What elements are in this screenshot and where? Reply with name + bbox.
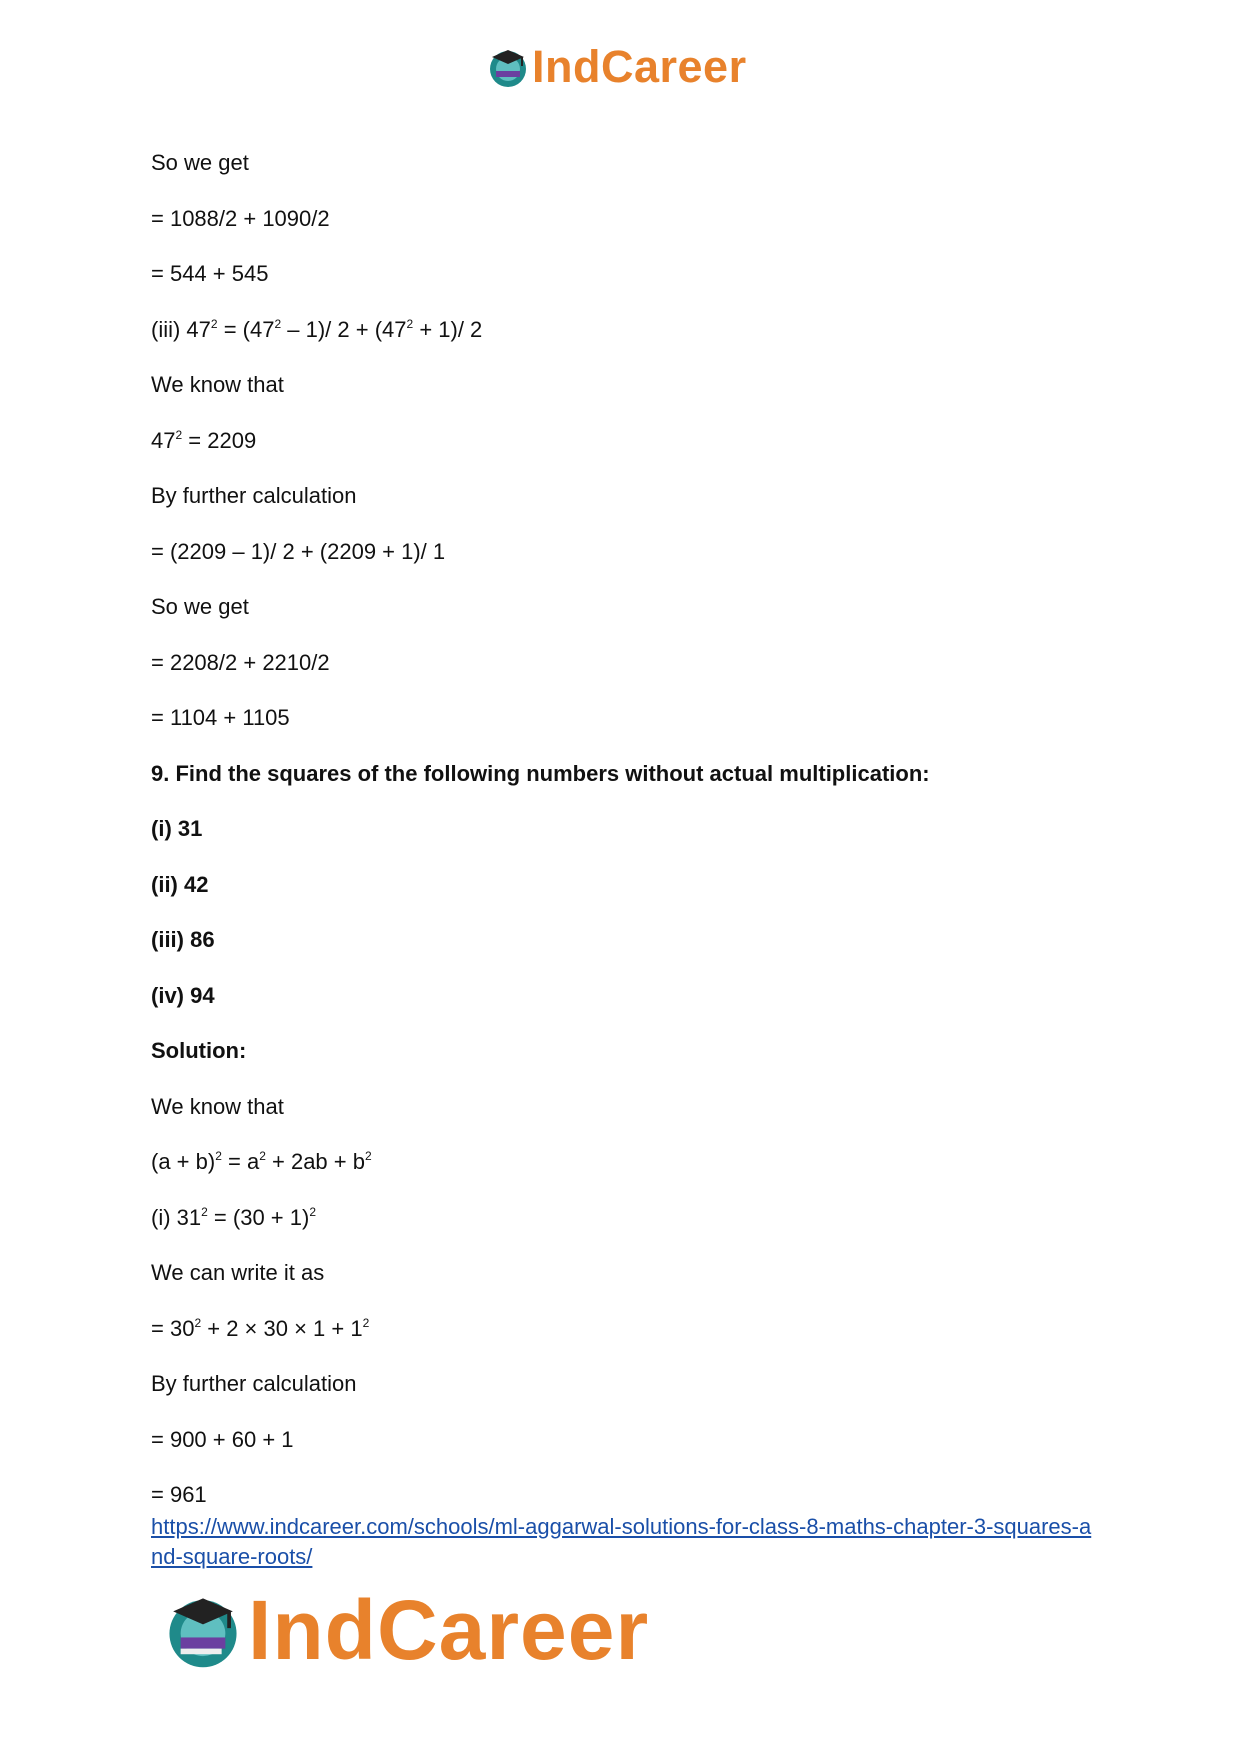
- text-run: (iv) 94: [151, 982, 215, 1008]
- text-line: [151, 1149, 372, 1175]
- text-run: = 544 + 545: [151, 261, 269, 286]
- text-run: (a + b): [151, 1149, 216, 1174]
- brand-name: IndCareer: [532, 41, 747, 92]
- text-line: [151, 1371, 356, 1397]
- brand-name: IndCareer: [248, 1582, 650, 1677]
- text-run: + 2ab + b: [265, 1149, 365, 1174]
- text-line: [151, 539, 445, 565]
- text-run: 47: [151, 427, 176, 453]
- text-run: (i) 31: [151, 816, 203, 841]
- text-run: + 2 × 30 × 1 + 1: [201, 1315, 363, 1341]
- graduation-globe-icon: [162, 1589, 244, 1671]
- text-line: [151, 761, 930, 787]
- text-line: [151, 594, 249, 620]
- text-line: [151, 1260, 324, 1286]
- superscript: 2: [201, 1204, 208, 1219]
- text-line: [151, 872, 208, 898]
- superscript: 2: [406, 316, 414, 331]
- superscript: 2: [364, 1149, 372, 1163]
- text-run: + 1)/ 2: [413, 316, 483, 342]
- text-run: = (47: [217, 316, 275, 342]
- text-run: 9. Find the squares of the following numbers without actual multiplication:: [151, 760, 930, 786]
- text-line: [151, 261, 268, 287]
- text-line: [151, 317, 482, 343]
- text-run: = 1104 + 1105: [151, 705, 290, 730]
- text-run: By further calculation: [151, 483, 357, 508]
- superscript: 2: [194, 1315, 202, 1330]
- text-run: = 2209: [182, 427, 257, 453]
- text-run: = 2208/2 + 2210/2: [151, 649, 330, 675]
- superscript: 2: [259, 1149, 266, 1163]
- superscript: 2: [309, 1204, 317, 1219]
- text-line: [151, 372, 284, 398]
- superscript: 2: [210, 316, 218, 331]
- text-run: (ii) 42: [151, 871, 209, 897]
- text-run: = 30: [151, 1315, 195, 1341]
- source-link[interactable]: https://www.indcareer.com/schools/ml-aggarwal-solutions-for-class-8-maths-chapter-3-squares-and-square-roots/: [151, 1514, 1092, 1569]
- text-run: (iii) 86: [151, 927, 215, 952]
- footer-logo[interactable]: [162, 1582, 650, 1677]
- superscript: 2: [215, 1149, 222, 1163]
- text-line: [151, 705, 290, 731]
- text-run: = (2209 – 1)/ 2 + (2209 + 1)/ 1: [151, 538, 446, 564]
- text-line: [151, 1482, 207, 1508]
- text-run: We know that: [151, 372, 284, 397]
- text-line: [151, 150, 249, 176]
- header-logo[interactable]: [486, 42, 747, 92]
- superscript: 2: [274, 316, 282, 331]
- text-run: (iii) 47: [151, 316, 211, 342]
- text-run: = 961: [151, 1482, 207, 1507]
- text-run: So we get: [151, 150, 249, 175]
- text-line: [151, 816, 202, 842]
- text-run: We can write it as: [151, 1260, 325, 1285]
- text-line: [151, 206, 330, 232]
- text-line: [151, 1094, 284, 1120]
- text-run: = 900 + 60 + 1: [151, 1426, 294, 1452]
- graduation-globe-icon: [486, 45, 530, 89]
- text-line: [151, 650, 330, 676]
- text-run: So we get: [151, 594, 249, 619]
- text-line: [151, 983, 215, 1009]
- text-line: [151, 1205, 316, 1231]
- text-line: [151, 1427, 294, 1453]
- text-line: [151, 927, 215, 953]
- text-line: [151, 428, 256, 454]
- text-run: Solution:: [151, 1038, 247, 1063]
- text-run: = 1088/2 + 1090/2: [151, 205, 330, 231]
- text-run: By further calculation: [151, 1371, 357, 1396]
- text-line: [151, 1038, 246, 1064]
- text-run: – 1)/ 2 + (47: [281, 316, 407, 342]
- superscript: 2: [362, 1315, 370, 1330]
- text-run: = a: [221, 1149, 260, 1174]
- text-line: [151, 1316, 369, 1342]
- text-run: (i) 31: [151, 1204, 202, 1230]
- text-run: We know that: [151, 1093, 284, 1119]
- text-run: = (30 + 1): [207, 1204, 310, 1230]
- superscript: 2: [175, 427, 183, 442]
- text-line: [151, 483, 356, 509]
